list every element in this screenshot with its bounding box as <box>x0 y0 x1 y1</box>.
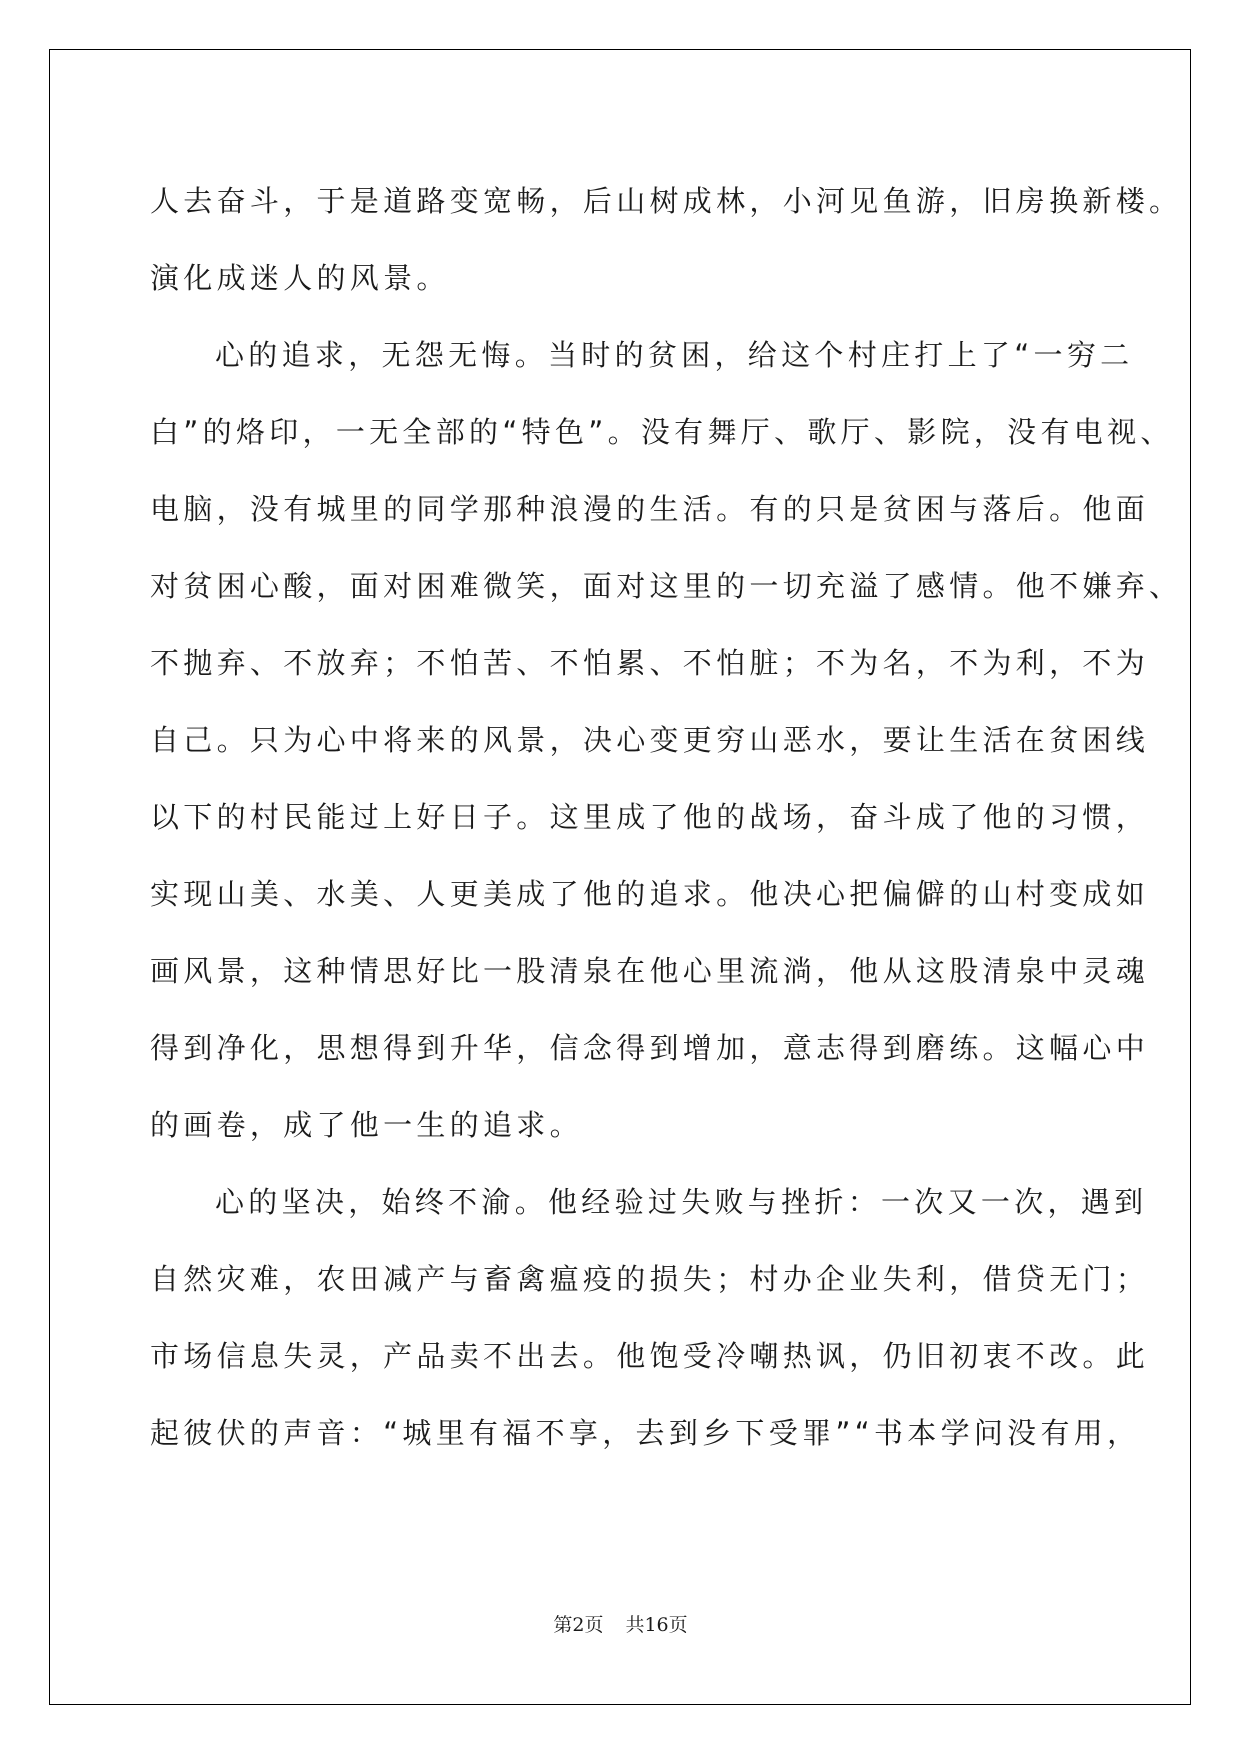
page-number: 第2页 <box>553 1614 604 1636</box>
text-line: 心的坚决，始终不渝。他经验过失败与挫折：一次又一次，遇到 <box>215 1185 1148 1219</box>
document-body <box>150 163 1183 1472</box>
text-line: 心的追求，无怨无悔。当时的贫困，给这个村庄打上了“一穷二 <box>215 338 1134 372</box>
text-line: 对贫困心酸，面对困难微笑，面对这里的一切充溢了感情。他不嫌弃、 <box>150 569 1183 603</box>
text-line: 画风景，这种情思好比一股清泉在他心里流淌，他从这股清泉中灵魂 <box>150 954 1150 988</box>
text-line: 自然灾难，农田减产与畜禽瘟疫的损失；村办企业失利，借贷无门； <box>150 1262 1150 1296</box>
page-footer <box>0 1610 1241 1637</box>
text-line: 电脑，没有城里的同学那种浪漫的生活。有的只是贫困与落后。他面 <box>150 492 1150 526</box>
text-line: 实现山美、水美、人更美成了他的追求。他决心把偏僻的山村变成如 <box>150 877 1150 911</box>
text-line: 人去奋斗，于是道路变宽畅，后山树成林，小河见鱼游，旧房换新楼。 <box>150 184 1183 218</box>
text-line: 市场信息失灵，产品卖不出去。他饱受冷嘲热讽，仍旧初衷不改。此 <box>150 1339 1150 1373</box>
text-line: 演化成迷人的风景。 <box>150 261 450 295</box>
text-line: 自己。只为心中将来的风景，决心变更穷山恶水，要让生活在贫困线 <box>150 723 1150 757</box>
page-total: 共16页 <box>625 1614 688 1636</box>
text-line: 不抛弃、不放弃；不怕苦、不怕累、不怕脏；不为名，不为利，不为 <box>150 646 1150 680</box>
text-line: 白”的烙印，一无全部的“特色”。没有舞厅、歌厅、影院，没有电视、 <box>150 415 1174 449</box>
text-line: 得到净化，思想得到升华，信念得到增加，意志得到磨练。这幅心中 <box>150 1031 1150 1065</box>
text-line: 的画卷，成了他一生的追求。 <box>150 1108 583 1142</box>
text-line: 起彼伏的声音：“城里有福不享，去到乡下受罪”“书本学问没有用， <box>150 1416 1141 1450</box>
text-line: 以下的村民能过上好日子。这里成了他的战场，奋斗成了他的习惯， <box>150 800 1150 834</box>
